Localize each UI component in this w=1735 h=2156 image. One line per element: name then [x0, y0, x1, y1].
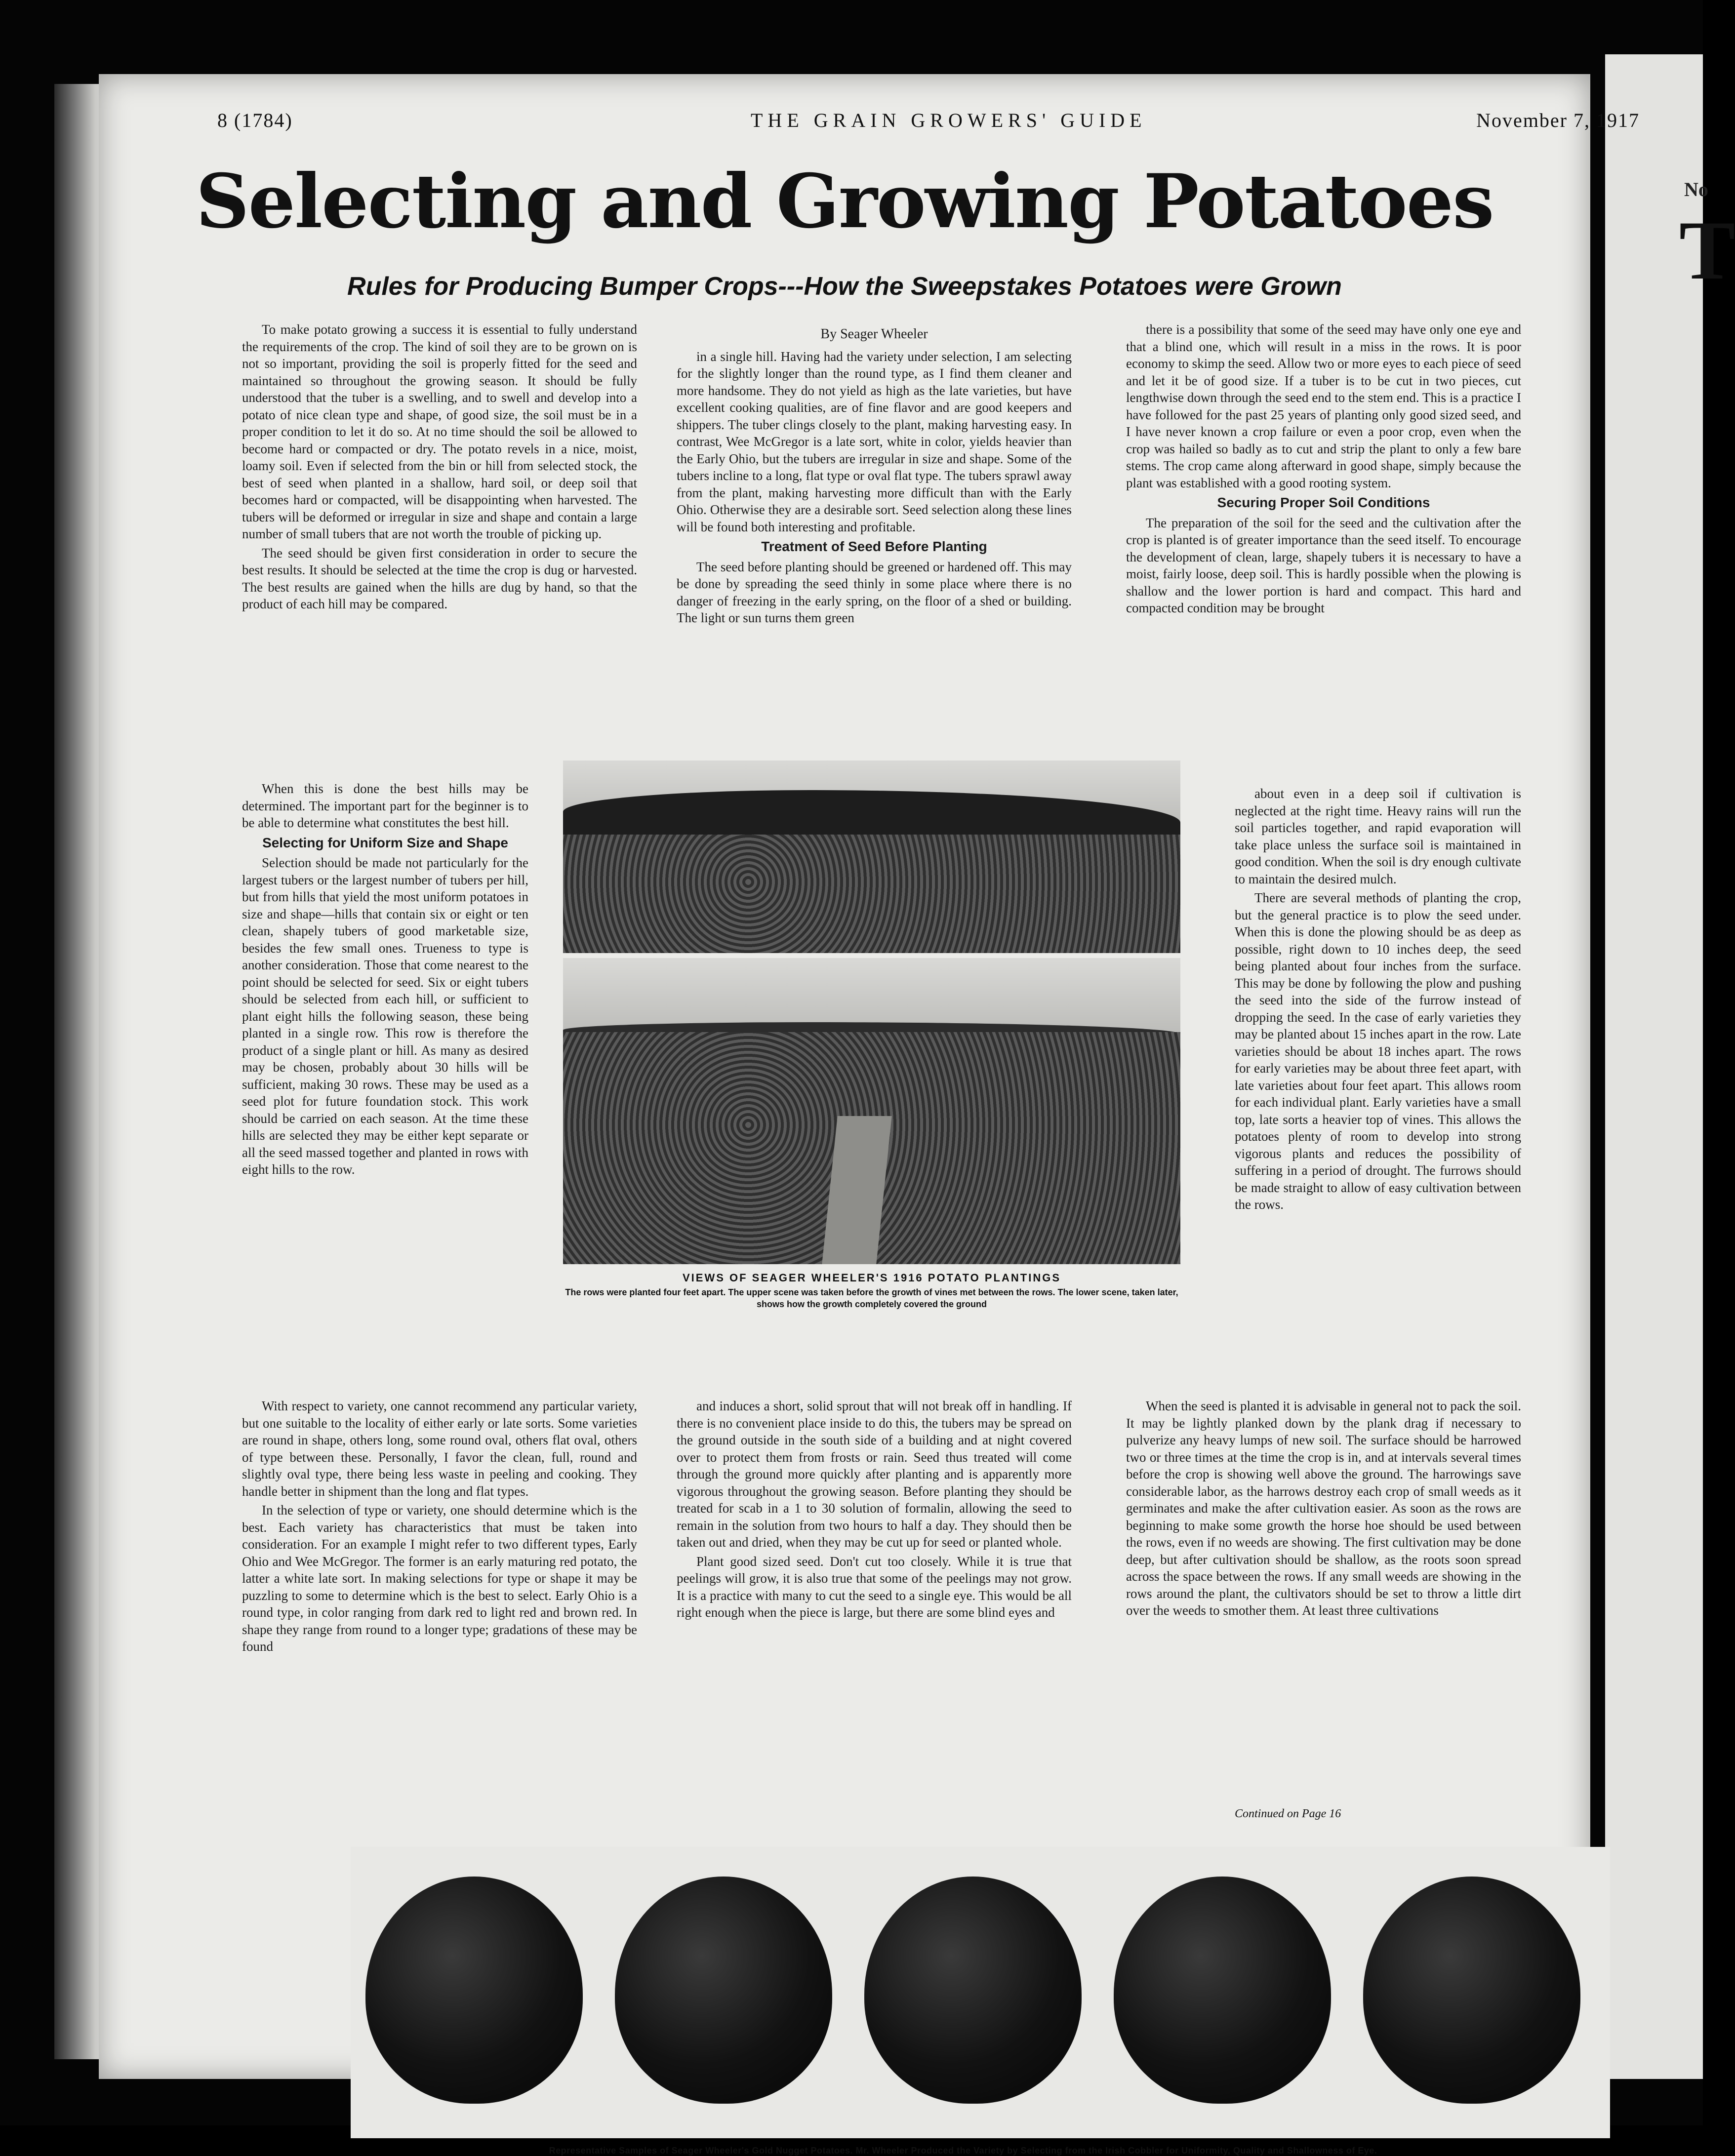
- column-2-top: [677, 326, 1072, 629]
- article-headline: Selecting and Growing Potatoes: [196, 158, 1493, 245]
- adjacent-page-edge: [1605, 54, 1735, 2079]
- section-heading-seed-treatment: Treatment of Seed Before Planting: [761, 539, 987, 554]
- potato-sample-image: [864, 1877, 1082, 2104]
- paragraph: To make potato growing a success it is essential to fully understand the requirements of the crop. The kind of soil they are to be grown on is not so important, providing the soil is properly fitted for the seed and maintained so throughout the growing season. It should be fully understood that the tuber is a swelling, and to swell and develop into a potato of nice clean type and shape, of good size, the soil must be in a proper condition to let it do so. At no time should the soil be allowed to become hard or compacted or dry. The potato revels in a nice, moist, loamy soil. Even if selected from the bin or hill from selected stock, the best of seed when planted in a shallow, hard soil, or deep soil that becomes hard or compacted, will be disappointing when harvested. The tubers will be deformed or irregular in size and shape and contain a large number of small tubers that are not worth the trouble of picking up.: [242, 322, 637, 541]
- photo-sky: [563, 958, 1180, 1032]
- column-3-bottom: [1126, 1397, 1521, 1621]
- paragraph: The preparation of the soil for the seed and the cultivation after the crop is planted is of greater importance than the seed itself. To encourage the development of clean, large, shapely tubers it is necessary to have a moist, fairly loose, deep soil. This is hardly possible when the plowing is shallow and the lower portion is hard and compact. This hard and compacted condition may be brought: [1126, 515, 1521, 615]
- column-2-bottom: [677, 1397, 1072, 1623]
- continued-note: Continued on Page 16: [1235, 1807, 1341, 1820]
- photo-caption-title: VIEWS OF SEAGER WHEELER'S 1916 POTATO PLANTINGS: [683, 1272, 1061, 1284]
- byline: By Seager Wheeler: [820, 326, 928, 342]
- photo-potato-rows: [563, 835, 1180, 953]
- potato-samples-caption: Representative Samples of Seager Wheeler's Gold Nugget Potatoes. Mr. Wheeler Produced the Variety by Selecting from the Irish Cobbler for Uniformity, Quality and Shallowness of Eye.: [549, 2146, 1377, 2156]
- paragraph: about even in a deep soil if cultivation is neglected at the right time. Heavy rains will run the soil particles together, and rapid evaporation will take place unless the surface soil is maintained in good condition. When the soil is dry enough cultivate to maintain the desired mulch.: [1235, 786, 1521, 886]
- column-3-middle: [1235, 785, 1521, 1215]
- paragraph: When the seed is planted it is advisable in general not to pack the soil. It may be lightly planked down by the plank drag if necessary to pulverize any heavy lumps of new soil. The surface should be harrowed two or three times at the time the crop is in, and at intervals several times before the crop is showing well above the ground. The harrowings save considerable labor, as the harrows destroy each crop of small weeds as it germinates and make the after cultivation easier. As soon as the rows are beginning to make some growth the horse hoe should be used between the rows, even if no weeds are showing. The first cultivation may be done deep, but after cultivation should be shallow, as the roots soon spread across the space between the rows. If any small weeds are showing in the rows around the plant, the cultivators should be set to throw a little dirt over the weeds to smother them. At least three cultivations: [1126, 1398, 1521, 1618]
- potato-sample-image: [365, 1877, 583, 2104]
- potato-sample-image: [1363, 1877, 1580, 2104]
- paragraph: Selection should be made not particularly for the largest tubers or the largest number of tubers per hill, but from hills that yield the most uniform potatoes in size and shape—hills that contain six or eight or ten clean, shapely tubers of good marketable size, besides the few small ones. Trueness to type is another consideration. Those that come nearest to the point should be selected for seed. Six or eight tubers should be selected from each hill, or sufficient to plant eight hills the following season, these being planted in a single row. This row is therefore the product of a single plant or hill. As many as desired may be chosen, probably about 30 hills will be sufficient, making 30 rows. These may be used as a seed plot for future foundation stock. This work should be carried on each season. At the time these hills are selected they may be either kept separate or all the seed massed together and planted in rows with eight hills to the row.: [242, 855, 528, 1177]
- photo-caption-text: The rows were planted four feet apart. The upper scene was taken before the growth of vines met between the rows. The lower scene, taken later, shows how the growth completely covered the ground: [565, 1287, 1178, 1309]
- potato-field-photo-lower: [563, 958, 1180, 1264]
- paragraph: There are several methods of planting the crop, but the general practice is to plow the seed under. When this is done the plowing should be as deep as possible, right down to 10 inches deep, the seed being planted about four inches from the surface. This may be done by following the plow and pushing the seed into the side of the furrow instead of dropping the seed. In the case of early varieties they may be planted about 15 inches apart in the row. Late varieties should be about 18 inches apart. The rows for early varieties may be about three feet apart, with late varieties about four feet apart. This allows room for each individual plant. Early varieties have a small top, late sorts a heavier top of vines. This allows the potatoes plenty of room to develop into strong vigorous plants and reduces the possibility of suffering in a period of drought. The furrows should be made straight to allow of easy cultivation between the rows.: [1235, 890, 1521, 1212]
- paragraph: The seed before planting should be greened or hardened off. This may be done by spreading the seed thinly in some place where there is no danger of freezing in the early spring, on the floor of a shed or building. The light or sun turns them green: [677, 559, 1072, 625]
- potato-sample-image: [615, 1877, 832, 2104]
- potato-sample-image: [1114, 1877, 1331, 2104]
- paragraph: and induces a short, solid sprout that will not break off in handling. If there is no convenient place inside to do this, the tubers may be spread on the ground outside in the south side of a building and at night covered over to protect them from frosts or rain. Seed thus treated will come through the ground more quickly after planting and is apparently more vigorous throughout the growing season. Before planting they should be treated for scab in a 1 to 30 solution of formalin, allowing the seed to remain in the solution from two hours to half a day. They should then be taken out and dried, when they may be cut up for seed or planted whole.: [677, 1398, 1072, 1550]
- paragraph: When this is done the best hills may be determined. The important part for the beginner is to be able to determine what constitutes the best hill.: [242, 781, 528, 830]
- paragraph: With respect to variety, one cannot recommend any particular variety, but one suitable to the locality of either early or late sorts. Some varieties are round in shape, others long, some round oval, others flat oval, others of type between these. Personally, I favor the clean, full, round and slightly oval type, there being less waste in peeling and cooking. They handle better in shipment than the long and flat types.: [242, 1398, 637, 1499]
- potato-field-photo-upper: [563, 760, 1180, 953]
- section-heading-soil-conditions: Securing Proper Soil Conditions: [1217, 495, 1430, 510]
- issue-date: November 7, 1917: [1476, 109, 1640, 131]
- column-1-middle: [242, 780, 528, 1180]
- column-1-top: [242, 321, 637, 615]
- paragraph: there is a possibility that some of the seed may have only one eye and that a blind one, which will result in a miss in the rows. It is poor economy to skimp the seed. Allow two or more eyes to each piece of seed and let it be of good size. If a tuber is to be cut in two pieces, cut lengthwise down through the seed end to the stem end. This is a practice I have followed for the past 25 years of planting only good sized seed, and I have never known a crop failure or even a poor crop, even when the crop was hailed so badly as to cut and strip the plant to only a few bare stems. The crop came along afterward in good shape, simply because the plant was established with a good rooting system.: [1126, 322, 1521, 490]
- paragraph: in a single hill. Having had the variety under selection, I am selecting for the slightly longer than the round type, as I find them cleaner and more handsome. They do not yield as high as the late varieties, but have excellent cooking qualities, are of fine flavor and are good keepers and shippers. The tuber clings closely to the plant, making harvesting easy. In contrast, Wee McGregor is a late sort, white in color, yields heavier than the Early Ohio, but the tubers are irregular in size and shape. Some of the tubers incline to a long, flat type or oval flat type. The tubers sprawl away from the plant, making harvesting more difficult than with the Early Ohio. Otherwise they are a desirable sort. Seed selection along these lines will be found both interesting and profitable.: [677, 349, 1072, 534]
- page-header: [217, 109, 1640, 143]
- page-number: 8 (1784): [217, 109, 293, 131]
- article-subheadline: Rules for Producing Bumper Crops---How the Sweepstakes Potatoes were Grown: [347, 272, 1342, 301]
- paragraph: Plant good sized seed. Don't cut too closely. While it is true that peelings will grow, it is also true that some of the peelings may not grow. It is a practice with many to cut the seed to a single eye. This would be all right enough when the piece is large, but there are some blind eyes and: [677, 1554, 1072, 1620]
- paragraph: The seed should be given first consideration in order to secure the best results. It should be selected at the time the crop is dug or harvested. The best results are gained when the hills are dug by hand, so that the product of each hill may be compared.: [242, 545, 637, 611]
- newspaper-page: [99, 74, 1640, 2156]
- publication-name: THE GRAIN GROWERS' GUIDE: [751, 109, 1147, 131]
- section-heading-uniform-size: Selecting for Uniform Size and Shape: [262, 835, 508, 850]
- potato-samples-photo: [351, 1847, 1610, 2138]
- paragraph: In the selection of type or variety, one should determine which is the best. Each variety has characteristics that must be taken into consideration. For an example I might refer to two different types, Early Ohio and Wee McGregor. The former is an early maturing red potato, the latter a white late sort. In making selections for type or shape it may be puzzling to some to determine which is the best to select. Early Ohio is a round type, in color ranging from dark red to light red and brown red. In shape they range from round to a longer type; gradations of these may be found: [242, 1503, 637, 1654]
- column-3-top: [1126, 321, 1521, 619]
- column-1-bottom: [242, 1397, 637, 1657]
- adjacent-page-title-fragment: T: [1679, 204, 1735, 297]
- adjacent-page-date-fragment: No: [1684, 178, 1708, 200]
